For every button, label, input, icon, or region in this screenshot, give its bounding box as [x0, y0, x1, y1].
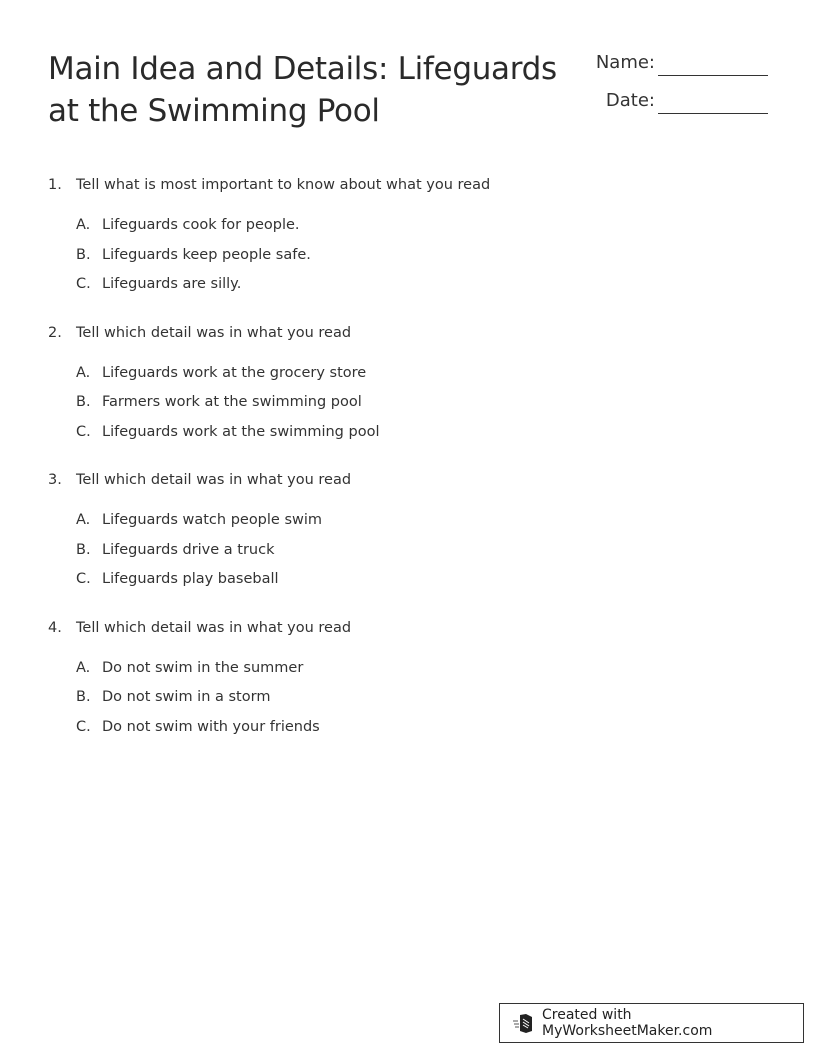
choice-c[interactable]: [76, 270, 748, 300]
answer-choices: [48, 506, 748, 595]
choice-letter: B.: [76, 689, 91, 705]
date-blank-line[interactable]: [658, 113, 768, 114]
choice-c[interactable]: [76, 565, 748, 595]
choice-letter: A.: [76, 217, 91, 233]
question-1: [48, 173, 748, 300]
date-label: Date:: [605, 90, 655, 111]
choice-b[interactable]: [76, 683, 748, 713]
student-info: [560, 50, 770, 126]
worksheet-logo-icon: [512, 1012, 534, 1034]
question-3: [48, 468, 748, 595]
choice-a[interactable]: [76, 654, 748, 684]
question-prompt: Tell which detail was in what you read: [76, 472, 352, 488]
choice-b[interactable]: [76, 388, 748, 418]
choice-letter: C.: [76, 423, 91, 440]
choice-letter: A.: [76, 364, 91, 381]
choice-letter: C.: [76, 718, 91, 735]
answer-choices: [48, 211, 748, 300]
name-label: Name:: [595, 52, 655, 73]
name-blank-line[interactable]: [658, 75, 768, 76]
question-prompt: Tell which detail was in what you read: [76, 324, 352, 341]
question-number: 1.: [48, 177, 62, 193]
question-prompt: Tell which detail was in what you read: [76, 619, 352, 636]
choice-letter: A.: [76, 512, 91, 528]
choice-a[interactable]: [76, 211, 748, 241]
choice-letter: B.: [76, 541, 91, 558]
choice-letter: B.: [76, 246, 91, 263]
choice-text: Lifeguards work at the grocery store: [102, 364, 367, 381]
footer-credit[interactable]: [499, 1003, 804, 1043]
choice-text: Lifeguards cook for people.: [102, 217, 300, 233]
footer-text: Created with MyWorksheetMaker.com: [542, 1007, 713, 1039]
choice-text: Lifeguards play baseball: [102, 571, 279, 587]
choice-b[interactable]: [76, 241, 748, 271]
choice-text: Lifeguards are silly.: [102, 276, 242, 292]
choice-b[interactable]: [76, 536, 748, 566]
name-field[interactable]: [560, 50, 770, 88]
choice-text: Do not swim in a storm: [102, 689, 271, 705]
worksheet-title: Main Idea and Details: Lifeguards at the Swimming Pool: [48, 51, 557, 129]
choice-text: Lifeguards work at the swimming pool: [102, 423, 380, 440]
choice-text: Do not swim with your friends: [102, 718, 320, 735]
answer-choices: [48, 359, 748, 448]
choice-letter: C.: [76, 571, 91, 587]
question-list: [48, 173, 748, 763]
date-field[interactable]: [560, 88, 770, 126]
choice-text: Farmers work at the swimming pool: [102, 394, 362, 410]
question-4: [48, 616, 748, 743]
question-number: 4.: [48, 619, 62, 636]
question-number: 3.: [48, 472, 62, 488]
choice-letter: B.: [76, 394, 91, 410]
choice-a[interactable]: [76, 359, 748, 389]
choice-text: Lifeguards watch people swim: [102, 512, 323, 528]
choice-letter: A.: [76, 659, 91, 676]
choice-text: Do not swim in the summer: [102, 659, 304, 676]
choice-text: Lifeguards keep people safe.: [102, 246, 311, 263]
choice-text: Lifeguards drive a truck: [102, 541, 275, 558]
choice-letter: C.: [76, 276, 91, 292]
question-number: 2.: [48, 324, 62, 341]
choice-a[interactable]: [76, 506, 748, 536]
choice-c[interactable]: [76, 418, 748, 448]
choice-c[interactable]: [76, 713, 748, 743]
answer-choices: [48, 654, 748, 743]
question-prompt: Tell what is most important to know about what you read: [76, 177, 491, 193]
question-2: [48, 321, 748, 448]
